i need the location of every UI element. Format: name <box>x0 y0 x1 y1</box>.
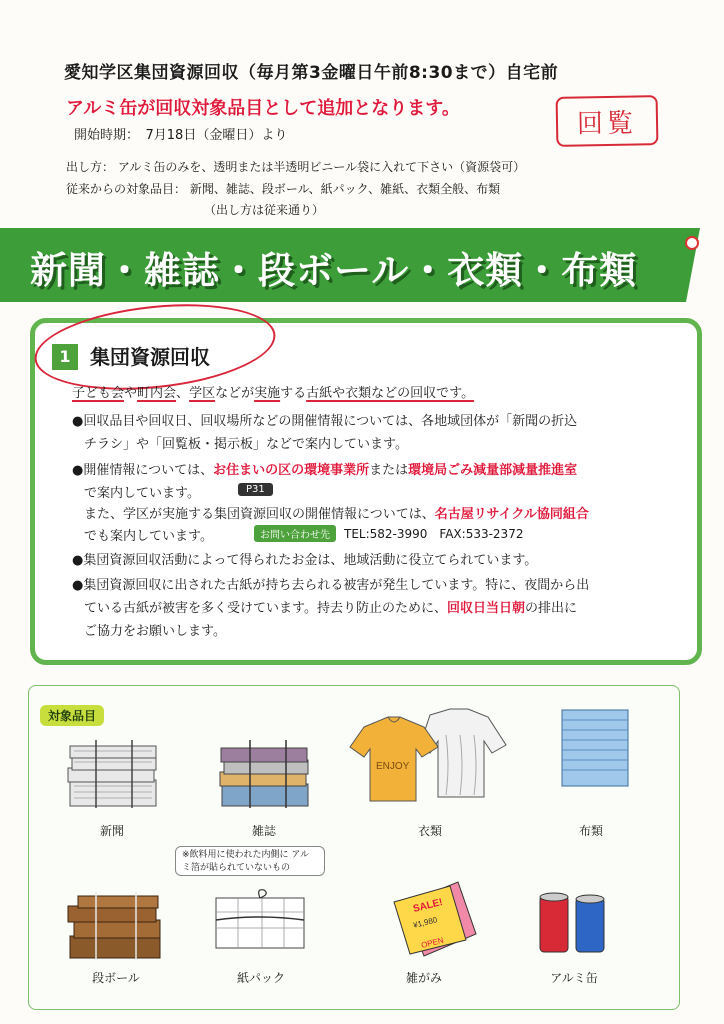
clothing-icon <box>350 705 510 805</box>
bullet-2: ●開催情報については、お住まいの区の環境事業所または環境局ごみ減量部減量推進室 <box>72 463 578 478</box>
flyer-price-text: ¥1,980 <box>412 915 439 930</box>
shirt-print: ENJOY <box>376 761 410 772</box>
existing-items-note: （出し方は従来通り） <box>204 203 325 217</box>
flyer-sale-text: SALE! <box>412 896 444 915</box>
item-label-carton: 紙パック <box>236 971 285 985</box>
start-date: 開始時期： 7月18日（金曜日）より <box>74 128 288 143</box>
notice-title: 愛知学区集団資源回収（毎月第3金曜日午前8:30まで）自宅前 <box>64 63 559 83</box>
item-label-misc-paper: 雑がみ <box>405 971 442 985</box>
bullet-4: ●集団資源回収活動によって得られたお金は、地域活動に役立てられています。 <box>72 553 538 568</box>
contact-info <box>254 525 523 542</box>
magazine-icon <box>218 740 314 810</box>
bullet-1-line-2: チラシ」や「回覧板・掲示板」などで案内しています。 <box>84 437 408 452</box>
banner-title: 新聞・雑誌・段ボール・衣類・布類 <box>30 249 638 292</box>
item-label-magazine: 雑誌 <box>251 824 276 838</box>
bullet-3-line-2: でも案内しています。 <box>84 529 213 544</box>
bullet-5-line-2: ている古紙が被害を多く受けています。持去り防止のために、回収日当日朝の排出に <box>84 601 577 616</box>
how-to-dispose: 出し方： アルミ缶のみを、透明または半透明ビニール袋に入れて下さい（資源袋可） <box>66 160 526 174</box>
item-label-aluminum: アルミ缶 <box>550 971 598 985</box>
bullet-1-line-1: ●回収品目や回収日、回収場所などの開催情報については、各地域団体が「新聞の折込 <box>72 414 578 429</box>
section-title: 集団資源回収 <box>90 345 210 369</box>
section-intro: 子ども会や町内会、学区などが実施する古紙や衣類などの回収です。 <box>72 386 475 401</box>
banner-dot-icon <box>685 236 699 250</box>
paper-carton-icon <box>212 884 312 954</box>
bullet-2-line-2: で案内しています。 <box>84 486 200 501</box>
page-reference: P31 <box>238 483 273 496</box>
misc-paper-icon <box>384 876 484 960</box>
carton-note: ※飲料用に使われた内側に アルミ箔が貼られていないもの <box>175 846 325 876</box>
cardboard-icon <box>66 892 166 962</box>
alert-message: アルミ缶が回収対象品目として追加となります。 <box>66 98 460 119</box>
bullet-5-line-3: ご協力をお願いします。 <box>84 624 226 639</box>
cloth-icon <box>554 706 634 788</box>
section-number: 1 <box>52 344 78 370</box>
item-label-cloth: 布類 <box>578 824 603 838</box>
item-label-cardboard: 段ボール <box>92 971 140 985</box>
contact-numbers: TEL:582-3990 FAX:533-2372 <box>344 527 524 541</box>
bullet-3: また、学区が実施する集団資源回収の開催情報については、名古屋リサイクル協同組合 <box>84 507 589 522</box>
item-label-newspaper: 新聞 <box>99 824 124 838</box>
bullet-5-line-1: ●集団資源回収に出された古紙が持ち去られる被害が発生しています。特に、夜間から出 <box>72 578 590 593</box>
item-label-clothing: 衣類 <box>417 824 442 838</box>
aluminum-can-icon <box>536 890 612 956</box>
flyer-open-text: OPEN <box>420 935 445 950</box>
contact-tag: お問い合わせ先 <box>254 525 336 542</box>
target-items-tag: 対象品目 <box>40 705 104 726</box>
circulation-stamp: 回覧 <box>556 95 659 147</box>
existing-items: 従来からの対象品目： 新聞、雑誌、段ボール、紙パック、雑紙、衣類全般、布類 <box>66 182 501 196</box>
newspaper-icon <box>66 740 162 810</box>
